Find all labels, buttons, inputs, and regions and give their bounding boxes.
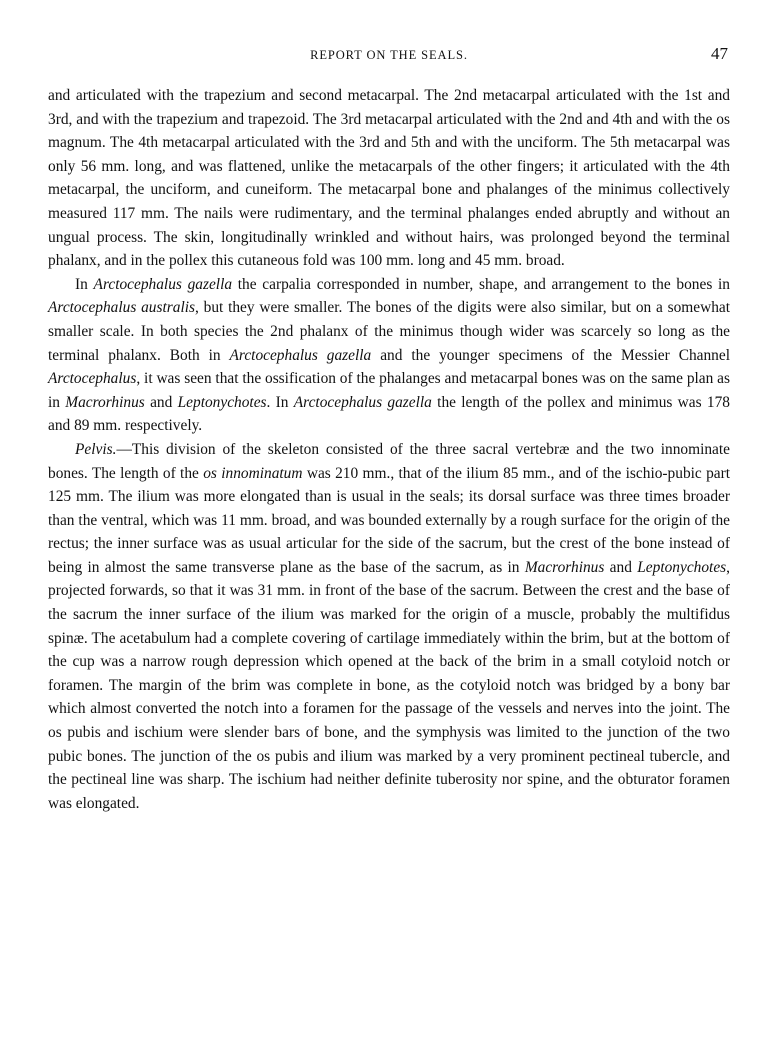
text-run: the length of the pollex and minimus was 178 and 89 mm. respectively. bbox=[48, 393, 730, 435]
italic-term: Leptonychotes bbox=[177, 393, 267, 411]
italic-term: Arctocephalus australis bbox=[48, 299, 195, 317]
text-run: and bbox=[144, 393, 178, 411]
text-run: , but they were smaller. The bones of the digits were also similar, but on a somewhat smaller scale. In both species the 2nd phalanx of the minimus though wider was scarcely so long as the terminal phalanx. Both in bbox=[48, 299, 731, 364]
italic-term: Arctocephalus gazella bbox=[293, 393, 432, 411]
text-run: . In bbox=[266, 393, 294, 411]
body-text bbox=[48, 84, 730, 815]
italic-term: Arctocephalus bbox=[48, 370, 137, 388]
text-run: —This division of the skeleton consisted of the three sacral vertebræ and the two innominate bones. The length of the bbox=[48, 440, 730, 482]
page-number: 47 bbox=[711, 44, 728, 63]
italic-term: Arctocephalus gazella bbox=[229, 346, 372, 364]
page-header bbox=[48, 38, 730, 66]
running-title: REPORT ON THE SEALS. bbox=[310, 48, 468, 62]
text-run: and the younger specimens of the Messier Channel bbox=[371, 346, 730, 364]
paragraph-metacarpals bbox=[48, 84, 730, 273]
paragraph-pelvis bbox=[48, 438, 730, 816]
text-run: and articulated with the trapezium and second metacarpal. The 2nd metacarpal articulated with the 1st and 3rd, and with the trapezium and trapezoid. The 3rd metacarpal articulated with the 2nd and 4th and with the os magnum. The 4th metacarpal articulated with the 3rd and 5th and with the unciform. The 5th metacarpal was only 56 mm. long, and was flattened, unlike the metacarpals of the other fingers; it articulated with the 4th metacarpal, the unciform, and cuneiform. The metacarpal bone and phalanges of the minimus collectively measured 117 mm. The nails were rudimentary, and the terminal phalanges ended abruptly and without an ungual process. The skin, longitudinally wrinkled and without hairs, was prolonged beyond the terminal phalanx, and in the pollex this cutaneous fold was 100 mm. long and 45 mm. broad. bbox=[48, 87, 730, 270]
italic-term: Arctocephalus gazella bbox=[93, 275, 233, 293]
paragraph-arctocephalus-gazella bbox=[48, 273, 730, 438]
italic-term: Leptonychotes bbox=[637, 558, 727, 576]
text-run: was 210 mm., that of the ilium 85 mm., and of the ischio-pubic part 125 mm. The ilium was more elongated than is usual in the seals; its dorsal surface was three times broader than the ventral, which was 11 mm. broad, and was bounded externally by a rough surface for the origin of the rectus; the inner surface was as usual articular for the side of the sacrum, but the crest of the bone instead of being in almost the same transverse plane as the base of the sacrum, as in bbox=[48, 464, 731, 576]
text-run: , projected forwards, so that it was 31 mm. in front of the base of the sacrum. Between the crest and the base of the sacrum the inner surface of the ilium was marked for the origin of a muscle, probably the multifidus spinæ. The acetabulum had a complete covering of cartilage immediately within the brim, but at the bottom of the cup was a narrow rough depression which opened at the back of the brim in a small cotyloid notch or foramen. The margin of the brim was complete in bone, as the cotyloid notch was bridged by a bony bar which almost converted the notch into a foramen for the passage of the vessels and nerves into the joint. The os pubis and ischium were slender bars of bone, and the symphysis was limited to the junction of the two pubic bones. The junction of the os pubis and ilium was marked by a very prominent pectineal tubercle, and the pectineal line was sharp. The ischium had neither definite tuberosity nor spine, and the obturator foramen was elongated. bbox=[48, 558, 730, 812]
text-run: and bbox=[604, 558, 638, 576]
document-page bbox=[48, 38, 730, 815]
text-run: the carpalia corresponded in number, shape, and arrangement to the bones in bbox=[232, 275, 730, 293]
italic-term: os innominatum bbox=[203, 464, 303, 482]
text-run: , it was seen that the ossification of the phalanges and metacarpal bones was on the same plan as in bbox=[48, 370, 730, 411]
italic-term: Macrorhinus bbox=[524, 558, 605, 576]
text-run: In bbox=[75, 275, 94, 293]
italic-term: Macrorhinus bbox=[65, 393, 145, 411]
italic-term: Pelvis. bbox=[75, 440, 117, 458]
